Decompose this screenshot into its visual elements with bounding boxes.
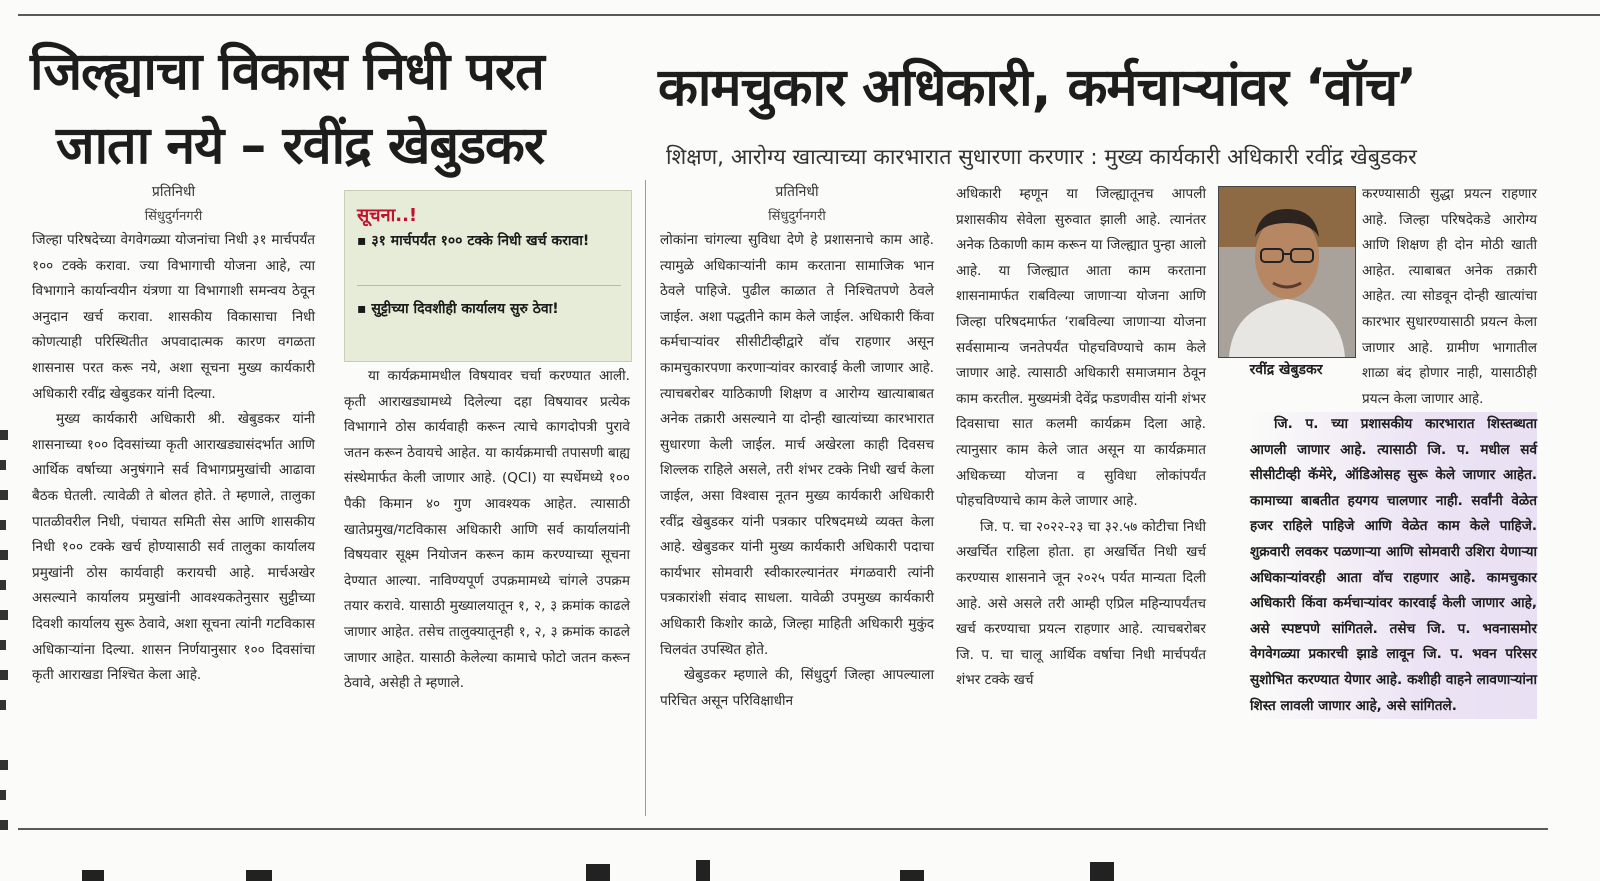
paragraph: जि. प. चा २०२२-२३ चा ३२.५७ कोटीचा निधी अखर्चित राहिला होता. हा अखर्चित निधी खर्च करण्यास शासनाने जून २०२५ पर्यत मान्यता दिली आहे. असे असले तरी आम्ही एप्रिल महिन्यापर्यंतच खर्च करण्याचा प्रयत्न राहणार आहे. त्याचबरोबर जि. प. चा चालू आर्थिक वर्षाचा निधी मार्चपर्यंत शंभर टक्के खर्च	[956, 518, 1206, 689]
paragraph: लोकांना चांगल्या सुविधा देणे हे प्रशासनाचे काम आहे. त्यामुळे अधिकाऱ्यांनी काम करताना सामाजिक भान ठेवले पाहिजे. पुढील काळात ते निश्चितपणे ठेवले जाईल. अशा पद्धतीने काम केले जाईल. अधिकारी किंवा कर्मचाऱ्यांवर सीसीटीव्हीद्वारे वॉच राहणार असून कामचुकारपणा करणाऱ्यांवर कारवाई केली जाणार आहे. त्याचबरोबर याठिकाणी शिक्षण व आरोग्य खात्याबाबत अनेक तक्रारी असल्याने या दोन्ही खात्यांच्या कारभारात सुधारणा केली जाईल. मार्च अखेरला काही दिवसच शिल्लक राहिले असले, तरी शंभर टक्के निधी खर्च केला जाईल, असा विश्वास नूतन मुख्य कार्यकारी अधिकारी रवींद्र खेबुडकर यांनी पत्रकार परिषदमध्ये व्यक्त केला आहे. खेबुडकर यांनी मुख्य कार्यकारी अधिकारी पदाचा कार्यभार सोमवारी स्वीकारल्यानंतर मंगळवारी त्यांनी पत्रकारांशी संवाद साधला. यावेळी उपमुख्य कार्यकारी अधिकारी किशोर काळे, जिल्हा माहिती अधिकारी मुकुंद चिलवंत उपस्थित होते.	[660, 232, 934, 658]
edge-marks	[0, 420, 14, 840]
left-headline-line1: जिल्ह्याचा विकास निधी परत	[30, 42, 544, 102]
right-article-col4	[956, 182, 1206, 694]
right-headline-title: कामचुकार अधिकारी, कर्मचाऱ्यांवर ‘वॉच’	[658, 58, 1416, 118]
paragraph: अधिकारी म्हणून या जिल्ह्यातूनच आपली प्रशासकीय सेवेला सुरुवात झाली आहे. त्यानंतर अनेक ठिकाणी काम करून या जिल्ह्यात पुन्हा आलो आहे. या जिल्ह्यात आता काम करताना शासनामार्फत राबविल्या जाणाऱ्या योजना आणि जिल्हा परिषदमार्फत ‘राबविल्या जाणाऱ्या योजना सर्वसामान्य जनतेपर्यंत पोहचविण्याचे काम केले जाणार आहे. त्यासाठी अधिकारी समाजमान ठेवून काम करतील. मुख्यमंत्री देवेंद्र फडणवीस यांनी शंभर दिवसाचा सात कलमी कार्यक्रम दिला आहे. त्यानुसार काम केले जात असून या कार्यक्रमात अधिकच्या योजना व सुविधा लोकांपर्यंत पोहचविण्याचे काम केले जाणार आहे.	[956, 186, 1206, 510]
photo-caption: रवींद्र खेबुडकर	[1249, 362, 1323, 378]
dateline: सिंधुदुर्गनगरी	[144, 209, 203, 224]
next-headline-shapes	[0, 858, 1600, 881]
paragraph: खेबुडकर म्हणाले की, सिंधुदुर्ग जिल्हा आपल्याला परिचित असून परिविक्षाधीन	[660, 667, 934, 709]
neighbour-column-edge	[0, 420, 14, 849]
column-divider	[645, 180, 646, 816]
notice-divider	[357, 285, 621, 286]
notice-box	[344, 190, 632, 362]
paragraph: जिल्हा परिषदेच्या वेगवेगळ्या योजनांचा निधी ३१ मार्चपर्यंत १०० टक्के करावा. ज्या विभागाची योजना आहे, त्या विभागाने कार्यान्वयीन यंत्रणा या विभागाशी समन्वय ठेवून अनुदान खर्च करावा. शासकीय विकासाचा निधी कोणत्याही परिस्थितीत अपवादात्मक कारण वगळता शासनास परत करू नये, अशा सूचना मुख्य कार्यकारी अधिकारी रवींद्र खेबुडकर यांनी दिल्या.	[32, 232, 315, 402]
bottom-rule	[18, 828, 1548, 830]
right-article-col5-top	[1362, 182, 1537, 412]
portrait-image	[1219, 187, 1355, 357]
paragraph: या कार्यक्रमामधील विषयावर चर्चा करण्यात आली. कृती आराखड्यामध्ये दिलेल्या दहा विषयावर प्रत्येक विभागाने ठोस कार्यवाही करून त्याचे कागदोपत्री पुरावे जतन करून ठेवायचे आहेत. या कार्यक्रमाची तपासणी बाह्य संस्थेमार्फत केली जाणार आहे. (QCI) या स्पर्धेमध्ये १०० पैकी किमान ४० गुण आवश्यक आहेत. त्यासाठी खातेप्रमुख/गटविकास अधिकारी आणि सर्व कार्यालयांनी विषयवार सूक्ष्म नियोजन करून काम करण्याच्या सूचना देण्यात आल्या. नाविण्यपूर्ण उपक्रमामध्ये चांगले उपक्रम तयार करावे. यासाठी मुख्यालयातून १, २, ३ क्रमांक काढले जाणार आहेत. तसेच तालुक्यातूनही १, २, ३ क्रमांक काढले जाणार आहेत. यासाठी केलेल्या कामाचे फोटो जतन करून ठेवावे, असेही ते म्हणाले.	[344, 368, 630, 692]
dateline: सिंधुदुर्गनगरी	[768, 209, 826, 224]
paragraph: करण्यासाठी सुद्धा प्रयत्न राहणार आहे. जिल्हा परिषदेकडे आरोग्य आणि शिक्षण ही दोन मोठी खाती आहेत. त्याबाबत अनेक तक्रारी आहेत. त्या सोडवून दोन्ही खात्यांचा कारभार सुधारण्यासाठी प्रयत्न केला जाणार आहे. ग्रामीण भागातील शाळा बंद होणार नाही, यासाठीही प्रयत्न केला जाणार आहे.	[1362, 186, 1537, 407]
notice-point: ▪ ३१ मार्चपर्यंत १०० टक्के निधी खर्च करावा!	[357, 233, 590, 249]
byline: प्रतिनिधी	[775, 184, 819, 200]
left-article-col2	[344, 364, 630, 697]
right-article-col3	[660, 180, 934, 714]
left-article-col1	[32, 180, 315, 689]
portrait-photo	[1218, 186, 1356, 358]
notice-point: ▪ सुट्टीच्या दिवशीही कार्यालय सुरु ठेवा!	[357, 301, 559, 317]
paragraph: जि. प. च्या प्रशासकीय कारभारात शिस्तब्धता आणली जाणार आहे. त्यासाठी जि. प. मधील सर्व सीसीटीव्ही कॅमेरे, ऑडिओसह सुरू केले जाणार आहेत. कामाच्या बाबतीत हयगय चालणार नाही. सर्वांनी वेळेत हजर राहिले पाहिजे आणि वेळेत काम केले पाहिजे. शुक्रवारी लवकर पळणाऱ्या आणि सोमवारी उशिरा येणाऱ्या अधिकाऱ्यांवरही आता वॉच राहणार आहे. कामचुकार अधिकारी किंवा कर्मचाऱ्यांवर कारवाई केली जाणार आहे, असे स्पष्टपणे सांगितले. तसेच जि. प. भवनासमोर वेगवेगळ्या प्रकारची झाडे लावून जि. प. भवन परिसर सुशोभित करण्यात येणार आहे. कशीही वाहने लावणाऱ्यांना शिस्त लावली जाणार आहे, असे सांगितले.	[1250, 412, 1537, 719]
paragraph: मुख्य कार्यकारी अधिकारी श्री. खेबुडकर यांनी शासनाच्या १०० दिवसांच्या कृती आराखड्यासंदर्भात आणि आर्थिक वर्षाच्या अनुषंगाने सर्व विभागप्रमुखांची आढावा बैठक घेतली. त्यावेळी ते बोलत होते. ते म्हणाले, तालुका पातळीवरील निधी, पंचायत समिती सेस आणि शासकीय निधी १०० टक्के खर्च होण्यासाठी सर्व तालुका कार्यालय प्रमुखांनी ठोस कार्यवाही करायची आहे. मार्चअखेर असल्याने कार्यालय प्रमुखांनी आवश्यकतेनुसार सुट्टीच्या दिवशी कार्यालय सुरू ठेवावे, अशा सूचना त्यांनी गटविकास अधिकाऱ्यांना दिल्या. शासन निर्णयानुसार १०० दिवसांचा कृती आराखडा निश्चित केला आहे.	[32, 411, 315, 684]
left-headline-line2: जाता नये – रवींद्र खेबुडकर	[56, 116, 545, 176]
byline: प्रतिनिधी	[151, 184, 196, 200]
top-rule	[18, 14, 1600, 16]
next-headline-fragment	[0, 858, 1600, 881]
notice-title: सूचना..!	[357, 205, 418, 226]
right-article-col5-bottom	[1250, 412, 1537, 719]
right-headline-subtitle: शिक्षण, आरोग्य खात्याच्या कारभारात सुधारणा करणार : मुख्य कार्यकारी अधिकारी रवींद्र खेबुडकर	[666, 145, 1417, 170]
